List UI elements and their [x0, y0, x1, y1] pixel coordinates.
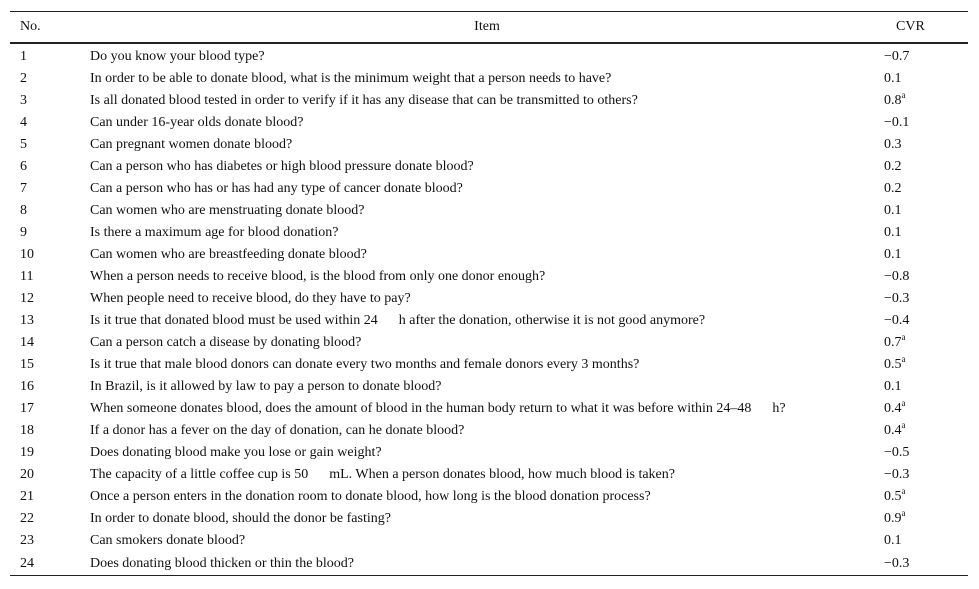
table-row — [10, 398, 968, 420]
row-cvr — [884, 43, 968, 68]
row-item: Can under 16-year olds donate blood? — [90, 115, 304, 130]
cvr-value: 0.5 — [884, 357, 902, 372]
row-number: 6 — [20, 159, 27, 174]
row-item: If a donor has a fever on the day of donation, can he donate blood? — [90, 423, 465, 438]
table-header — [10, 12, 968, 44]
table-row — [10, 310, 968, 332]
row-cvr — [884, 156, 968, 178]
table-row — [10, 222, 968, 244]
row-number: 3 — [20, 93, 27, 108]
cvr-value: 0.3 — [884, 137, 902, 152]
row-cvr — [884, 376, 968, 398]
row-cvr — [884, 552, 968, 576]
cvr-value: 0.1 — [884, 533, 902, 548]
table-row — [10, 68, 968, 90]
row-item: Does donating blood thicken or thin the blood? — [80, 552, 884, 576]
row-item: Can pregnant women donate blood? — [90, 137, 293, 152]
row-number: 15 — [20, 357, 34, 372]
row-number: 18 — [20, 423, 34, 438]
table-row — [10, 43, 968, 68]
row-number: 5 — [20, 137, 27, 152]
row-cvr — [884, 398, 968, 420]
table-row — [10, 288, 968, 310]
table-row — [10, 376, 968, 398]
row-item: In order to donate blood, should the donor be fasting? — [90, 511, 391, 526]
row-item: When people need to receive blood, do they have to pay? — [90, 291, 411, 306]
row-number: 1 — [20, 49, 27, 64]
table-row — [10, 354, 968, 376]
table-row — [10, 200, 968, 222]
row-number: 16 — [20, 379, 34, 394]
table-row — [10, 134, 968, 156]
row-item: Can smokers donate blood? — [90, 533, 246, 548]
row-number: 22 — [20, 511, 34, 526]
header-item: Item — [80, 12, 884, 44]
row-cvr — [884, 222, 968, 244]
footnote-marker: a — [901, 420, 906, 430]
row-cvr — [884, 112, 968, 134]
cvr-value: 0.8 — [884, 93, 902, 108]
cvr-value: −0.8 — [884, 269, 910, 284]
row-number: 20 — [20, 467, 34, 482]
row-number: 7 — [20, 181, 27, 196]
row-number: 12 — [20, 291, 34, 306]
row-number: 4 — [20, 115, 27, 130]
row-number: 23 — [20, 533, 34, 548]
cvr-value: −0.5 — [884, 445, 910, 460]
row-cvr — [884, 464, 968, 486]
row-cvr — [884, 200, 968, 222]
footnote-marker: a — [901, 90, 906, 100]
table-row — [10, 266, 968, 288]
row-number: 13 — [20, 313, 34, 328]
row-cvr — [884, 244, 968, 266]
footnote-marker: a — [901, 354, 906, 364]
cvr-value: 0.1 — [884, 225, 902, 240]
cvr-value: 0.1 — [884, 203, 902, 218]
row-cvr — [884, 332, 968, 354]
footnote-marker: a — [901, 332, 906, 342]
table-row — [10, 486, 968, 508]
table-row — [10, 442, 968, 464]
row-cvr — [884, 266, 968, 288]
row-item: In Brazil, is it allowed by law to pay a person to donate blood? — [90, 379, 442, 394]
row-item: Is it true that male blood donors can donate every two months and female donors every 3 months? — [90, 357, 640, 372]
cvr-value: 0.1 — [884, 71, 902, 86]
table-row — [10, 464, 968, 486]
row-item: Can women who are menstruating donate blood? — [90, 203, 365, 218]
cvr-value: −0.7 — [884, 49, 910, 64]
cvr-value: −0.4 — [884, 313, 910, 328]
header-no: No. — [10, 12, 80, 44]
table-row — [10, 332, 968, 354]
row-number: 11 — [20, 269, 34, 284]
row-item: Can a person catch a disease by donating blood? — [90, 335, 362, 350]
row-cvr — [884, 68, 968, 90]
cvr-value: 0.4 — [884, 401, 902, 416]
row-cvr — [884, 178, 968, 200]
cvr-value: 0.1 — [884, 247, 902, 262]
table-row — [10, 508, 968, 530]
row-item: Do you know your blood type? — [90, 49, 265, 64]
table-container — [10, 11, 968, 576]
row-number: 19 — [20, 445, 34, 460]
cvr-value: 0.2 — [884, 159, 902, 174]
table-row — [10, 156, 968, 178]
row-number: 14 — [20, 335, 34, 350]
table-row — [10, 90, 968, 112]
row-cvr — [884, 420, 968, 442]
row-item: The capacity of a little coffee cup is 50 mL. When a person donates blood, how much blood is taken? — [90, 467, 675, 482]
row-item: Can a person who has diabetes or high blood pressure donate blood? — [90, 159, 474, 174]
cvr-value: 0.4 — [884, 423, 902, 438]
row-item: Does donating blood make you lose or gain weight? — [90, 445, 382, 460]
table-row — [10, 178, 968, 200]
cvr-value: 0.9 — [884, 511, 902, 526]
row-number: 17 — [20, 401, 34, 416]
row-number: 10 — [20, 247, 34, 262]
row-cvr — [884, 508, 968, 530]
footnote-marker: a — [901, 508, 906, 518]
row-cvr — [884, 530, 968, 552]
row-cvr — [884, 134, 968, 156]
row-item: Can a person who has or has had any type of cancer donate blood? — [90, 181, 463, 196]
table-row — [10, 552, 968, 576]
row-number: 2 — [20, 71, 27, 86]
row-cvr — [884, 90, 968, 112]
table-body — [10, 43, 968, 576]
row-item: Is it true that donated blood must be used within 24 h after the donation, otherwise it is not good anymore? — [90, 313, 706, 328]
table-row — [10, 112, 968, 134]
row-cvr — [884, 310, 968, 332]
row-number: 21 — [20, 489, 34, 504]
row-item: Can women who are breastfeeding donate blood? — [90, 247, 367, 262]
row-item: Is all donated blood tested in order to verify if it has any disease that can be transmitted to others? — [90, 93, 638, 108]
footnote-marker: a — [901, 398, 906, 408]
row-number: 9 — [20, 225, 27, 240]
table-row — [10, 244, 968, 266]
row-item: Is there a maximum age for blood donation? — [90, 225, 339, 240]
row-item: Once a person enters in the donation room to donate blood, how long is the blood donation process? — [90, 489, 651, 504]
row-number: 8 — [20, 203, 27, 218]
cvr-table — [10, 11, 968, 576]
cvr-value: −0.1 — [884, 115, 910, 130]
cvr-value: 0.2 — [884, 181, 902, 196]
cvr-value: 0.1 — [884, 379, 902, 394]
table-row — [10, 420, 968, 442]
cvr-value: −0.3 — [884, 291, 910, 306]
row-item: In order to be able to donate blood, what is the minimum weight that a person needs to have? — [90, 71, 612, 86]
row-cvr — [884, 354, 968, 376]
footnote-marker: a — [901, 486, 906, 496]
header-row — [10, 12, 968, 44]
row-cvr — [884, 486, 968, 508]
header-cvr: CVR — [884, 12, 968, 44]
cvr-value: 0.5 — [884, 489, 902, 504]
row-cvr — [884, 442, 968, 464]
cvr-value: 0.7 — [884, 335, 902, 350]
row-number: 24 — [10, 552, 80, 576]
row-item: When a person needs to receive blood, is the blood from only one donor enough? — [90, 269, 546, 284]
row-item: When someone donates blood, does the amount of blood in the human body return to what it was before within 24–48 h? — [90, 401, 786, 416]
table-row — [10, 530, 968, 552]
row-cvr — [884, 288, 968, 310]
cvr-value: −0.3 — [884, 467, 910, 482]
cvr-value: −0.3 — [884, 555, 910, 571]
